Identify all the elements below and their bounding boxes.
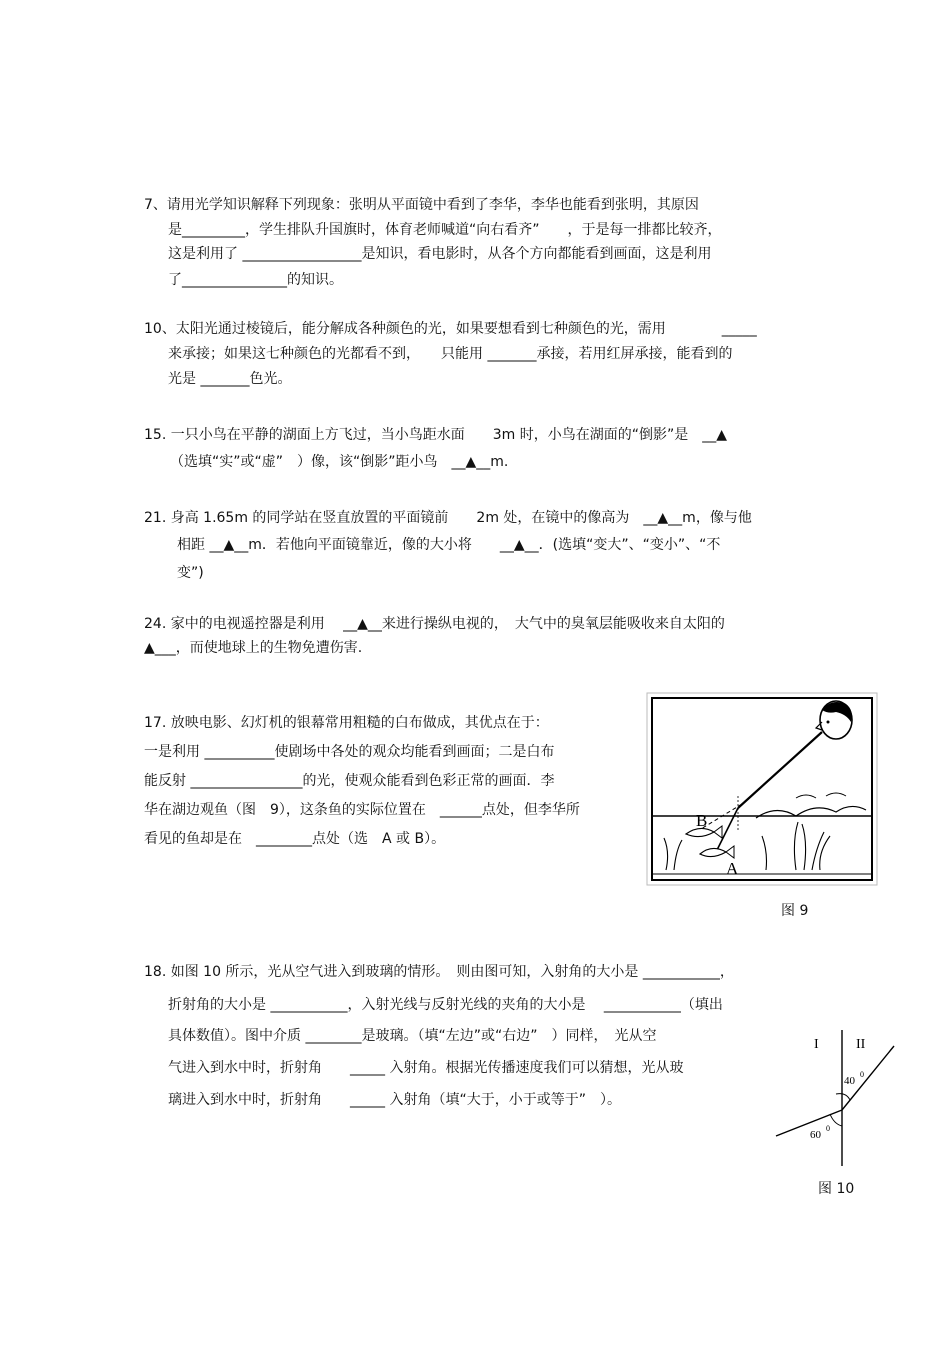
fig9-label-a: A: [726, 859, 739, 878]
q10-line-3: 光是 _______色光。: [168, 371, 292, 387]
fig10-degree-bottom: 0: [826, 1124, 830, 1133]
q17-line-2: 一是利用 __________使剧场中各处的观众均能看到画面；二是白布: [144, 744, 555, 760]
q10-line-1: 10、太阳光通过棱镜后，能分解成各种颜色的光，如果要想看到七种颜色的光，需用 _____: [144, 321, 757, 337]
q7-line-4: 了_______________的知识。: [168, 272, 343, 288]
q7-line-1: 7、请用光学知识解释下列现象：张明从平面镜中看到了李华，李华也能看到张明，其原因: [144, 197, 699, 213]
q7-line-3: 这是利用了 _________________是知识，看电影时，从各个方向都能看到画面，这是利用: [168, 246, 712, 262]
q18-line-4: 气进入到水中时，折射角 _____ 入射角。根据光传播速度我们可以猜想，光从玻: [168, 1060, 684, 1076]
q15-line-1: 15. 一只小鸟在平静的湖面上方飞过，当小鸟距水面 3m 时，小鸟在湖面的“倒影”是 __▲: [144, 427, 727, 443]
q21-line-3: 变”): [177, 565, 204, 581]
q18-line-1: 18. 如图 10 所示，光从空气进入到玻璃的情形。 则由图可知，入射角的大小是 ___________，: [144, 964, 734, 980]
q24-line-1: 24. 家中的电视遥控器是利用 __▲__来进行操纵电视的， 大气中的臭氧层能吸收来自太阳的: [144, 616, 725, 632]
fig10-angle-bottom: 60: [810, 1129, 821, 1141]
q15-line-2: （选填“实”或“虚” ）像，该“倒影”距小鸟 __▲__m.: [170, 454, 509, 470]
fig10-label-left: I: [814, 1037, 819, 1052]
q7-line-2: 是_________，学生排队升国旗时，体育老师喊道“向右看齐” ，于是每一排都比较齐，: [168, 222, 722, 238]
q21-line-1: 21. 身高 1.65m 的同学站在竖直放置的平面镜前 2m 处，在镜中的像高为 __▲__m，像与他: [144, 510, 752, 526]
q18-line-3: 具体数值）。图中介质 ________是玻璃。（填“左边”或“右边” ）同样， 光从空: [168, 1028, 657, 1044]
q17-line-5: 看见的鱼却是在 ________点处（选 A 或 B）。: [144, 831, 446, 847]
q17-line-1: 17. 放映电影、幻灯机的银幕常用粗糙的白布做成，其优点在于：: [144, 715, 549, 731]
fig10-label-right: II: [856, 1037, 866, 1052]
figure-10: [770, 1028, 900, 1170]
q24-line-2: ▲___，而使地球上的生物免遭伤害.: [144, 640, 363, 656]
q10-line-2: 来承接；如果这七种颜色的光都看不到， 只能用 _______承接，若用红屏承接，能看到的: [168, 346, 733, 362]
fig9-label-b: B: [696, 811, 708, 830]
fig9-caption: 图 9: [781, 903, 809, 919]
fig10-caption: 图 10: [818, 1181, 855, 1197]
figure-9: [646, 692, 878, 886]
q17-line-3: 能反射 ________________的光，使观众能看到色彩正常的画面．李: [144, 773, 555, 789]
q18-line-2: 折射角的大小是 ___________，入射光线与反射光线的夹角的大小是 ___________（填出: [168, 997, 723, 1013]
q21-line-2: 相距 __▲__m．若他向平面镜靠近，像的大小将 __▲__．(选填“变大”、“变小”、“不: [177, 537, 721, 553]
fig10-degree-top: 0: [860, 1070, 864, 1079]
q17-line-4: 华在湖边观鱼（图 9），这条鱼的实际位置在 ______点处，但李华所: [144, 802, 580, 818]
fig10-angle-top: 40: [844, 1075, 855, 1087]
q18-line-5: 璃进入到水中时，折射角 _____ 入射角（填“大于，小于或等于” ）。: [168, 1092, 621, 1108]
